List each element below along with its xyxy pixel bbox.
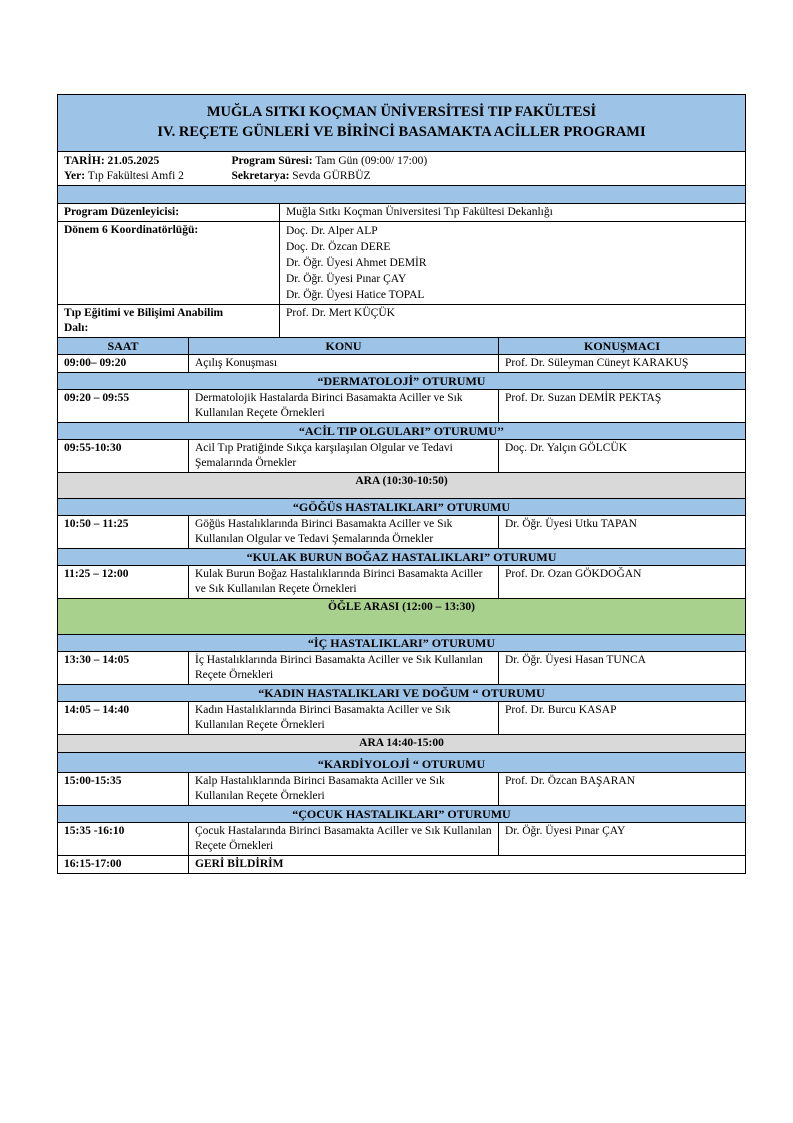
dept-label-line-1: Tıp Eğitimi ve Bilişimi Anabilim — [64, 307, 224, 319]
row-topic: İç Hastalıklarında Birinci Basamakta Aciller ve Sık Kullanılan Reçete Örnekleri — [189, 652, 499, 685]
program-document — [57, 94, 746, 874]
dept-label-line-2: Dalı: — [64, 322, 89, 334]
schedule-table — [57, 337, 746, 874]
column-header-time: SAAT — [58, 338, 189, 355]
header-table — [57, 94, 746, 152]
table-row — [58, 355, 746, 373]
coordinators-list — [280, 222, 746, 305]
table-row — [58, 856, 746, 874]
row-time: 13:30 – 14:05 — [58, 652, 189, 685]
session-title: “ÇOCUK HASTALIKLARI” OTURUMU — [58, 806, 746, 823]
row-speaker: Prof. Dr. Suzan DEMİR PEKTAŞ — [499, 390, 746, 423]
session-title: “DERMATOLOJİ” OTURUMU — [58, 373, 746, 390]
organizer-label: Program Düzenleyicisi: — [58, 204, 280, 222]
coordinator-item: Dr. Öğr. Üyesi Pınar ÇAY — [286, 273, 407, 285]
table-row — [58, 652, 746, 685]
info-left — [58, 152, 226, 186]
dept-label — [58, 305, 280, 338]
session-title: “KADIN HASTALIKLARI VE DOĞUM “ OTURUMU — [58, 685, 746, 702]
info-table — [57, 151, 746, 186]
place-label: Yer: — [64, 170, 86, 182]
session-title: “KARDİYOLOJİ “ OTURUMU — [58, 753, 746, 773]
table-row — [58, 440, 746, 473]
table-row — [58, 773, 746, 806]
row-speaker: Prof. Dr. Ozan GÖKDOĞAN — [499, 566, 746, 599]
secretary-label: Sekretarya: — [231, 170, 290, 182]
row-time: 09:00– 09:20 — [58, 355, 189, 373]
dept-value: Prof. Dr. Mert KÜÇÜK — [280, 305, 746, 338]
coordinator-item: Dr. Öğr. Üyesi Hatice TOPAL — [286, 289, 425, 301]
session-title: “KULAK BURUN BOĞAZ HASTALIKLARI” OTURUMU — [58, 549, 746, 566]
row-topic: Çocuk Hastalarında Birinci Basamakta Aciller ve Sık Kullanılan Reçete Örnekleri — [189, 823, 499, 856]
program-title — [58, 95, 746, 152]
row-speaker: Dr. Öğr. Üyesi Hasan TUNCA — [499, 652, 746, 685]
row-time: 14:05 – 14:40 — [58, 702, 189, 735]
table-row — [58, 702, 746, 735]
row-speaker: Prof. Dr. Özcan BAŞARAN — [499, 773, 746, 806]
title-line-1: MUĞLA SITKI KOÇMAN ÜNİVERSİTESİ TIP FAKÜLTESİ — [206, 104, 597, 120]
break-row: ARA (10:30-10:50) — [58, 473, 746, 499]
row-time: 16:15-17:00 — [58, 856, 189, 874]
organizer-value: Muğla Sıtkı Koçman Üniversitesi Tıp Fakültesi Dekanlığı — [280, 204, 746, 222]
row-topic: Kalp Hastalıklarında Birinci Basamakta Aciller ve Sık Kullanılan Reçete Örnekleri — [189, 773, 499, 806]
row-time: 11:25 – 12:00 — [58, 566, 189, 599]
organizers-table — [57, 203, 746, 338]
row-topic: Kadın Hastalıklarında Birinci Basamakta Aciller ve Sık Kullanılan Reçete Örnekleri — [189, 702, 499, 735]
table-row — [58, 823, 746, 856]
coordinator-item: Doç. Dr. Alper ALP — [286, 225, 378, 237]
row-topic: Dermatolojik Hastalarda Birinci Basamakta Aciller ve Sık Kullanılan Reçete Örnekleri — [189, 390, 499, 423]
row-time: 09:55-10:30 — [58, 440, 189, 473]
row-speaker: Prof. Dr. Burcu KASAP — [499, 702, 746, 735]
lunch-row: ÖĞLE ARASI (12:00 – 13:30) — [58, 599, 746, 635]
session-title: “İÇ HASTALIKLARI” OTURUMU — [58, 635, 746, 652]
row-time: 09:20 – 09:55 — [58, 390, 189, 423]
coordinators-label: Dönem 6 Koordinatörlüğü: — [58, 222, 280, 305]
date-label: TARİH: 21.05.2025 — [64, 155, 160, 167]
row-speaker: Dr. Öğr. Üyesi Pınar ÇAY — [499, 823, 746, 856]
column-header-topic: KONU — [189, 338, 499, 355]
row-speaker: Doç. Dr. Yalçın GÖLCÜK — [499, 440, 746, 473]
secretary-value: Sevda GÜRBÜZ — [289, 170, 371, 182]
coordinator-item: Dr. Öğr. Üyesi Ahmet DEMİR — [286, 257, 427, 269]
table-row — [58, 516, 746, 549]
row-topic: Kulak Burun Boğaz Hastalıklarında Birinci Basamakta Aciller ve Sık Kullanılan Reçete Örnekleri — [189, 566, 499, 599]
title-line-2: IV. REÇETE GÜNLERİ VE BİRİNCİ BASAMAKTA ACİLLER PROGRAMI — [157, 124, 646, 140]
row-speaker: Dr. Öğr. Üyesi Utku TAPAN — [499, 516, 746, 549]
row-time: 15:35 -16:10 — [58, 823, 189, 856]
spacer-table — [57, 185, 746, 204]
row-time: 10:50 – 11:25 — [58, 516, 189, 549]
table-row — [58, 566, 746, 599]
feedback-topic: GERİ BİLDİRİM — [189, 856, 746, 874]
blue-spacer — [58, 186, 746, 204]
duration-value: Tam Gün (09:00/ 17:00) — [312, 155, 428, 167]
coordinator-item: Doç. Dr. Özcan DERE — [286, 241, 391, 253]
info-right — [226, 152, 746, 186]
row-topic: Açılış Konuşması — [189, 355, 499, 373]
place-value: Tıp Fakültesi Amfi 2 — [85, 170, 184, 182]
session-title: “GÖĞÜS HASTALIKLARI” OTURUMU — [58, 499, 746, 516]
row-time: 15:00-15:35 — [58, 773, 189, 806]
session-title: “ACİL TIP OLGULARI” OTURUMU’’ — [58, 423, 746, 440]
table-row — [58, 390, 746, 423]
duration-label: Program Süresi: — [231, 155, 313, 167]
row-topic: Göğüs Hastalıklarında Birinci Basamakta Aciller ve Sık Kullanılan Olgular ve Tedavi Şemalarında Örnekler — [189, 516, 499, 549]
break-row: ARA 14:40-15:00 — [58, 735, 746, 753]
column-header-speaker: KONUŞMACI — [499, 338, 746, 355]
row-speaker: Prof. Dr. Süleyman Cüneyt KARAKUŞ — [499, 355, 746, 373]
row-topic: Acil Tıp Pratiğinde Sıkça karşılaşılan Olgular ve Tedavi Şemalarında Örnekler — [189, 440, 499, 473]
